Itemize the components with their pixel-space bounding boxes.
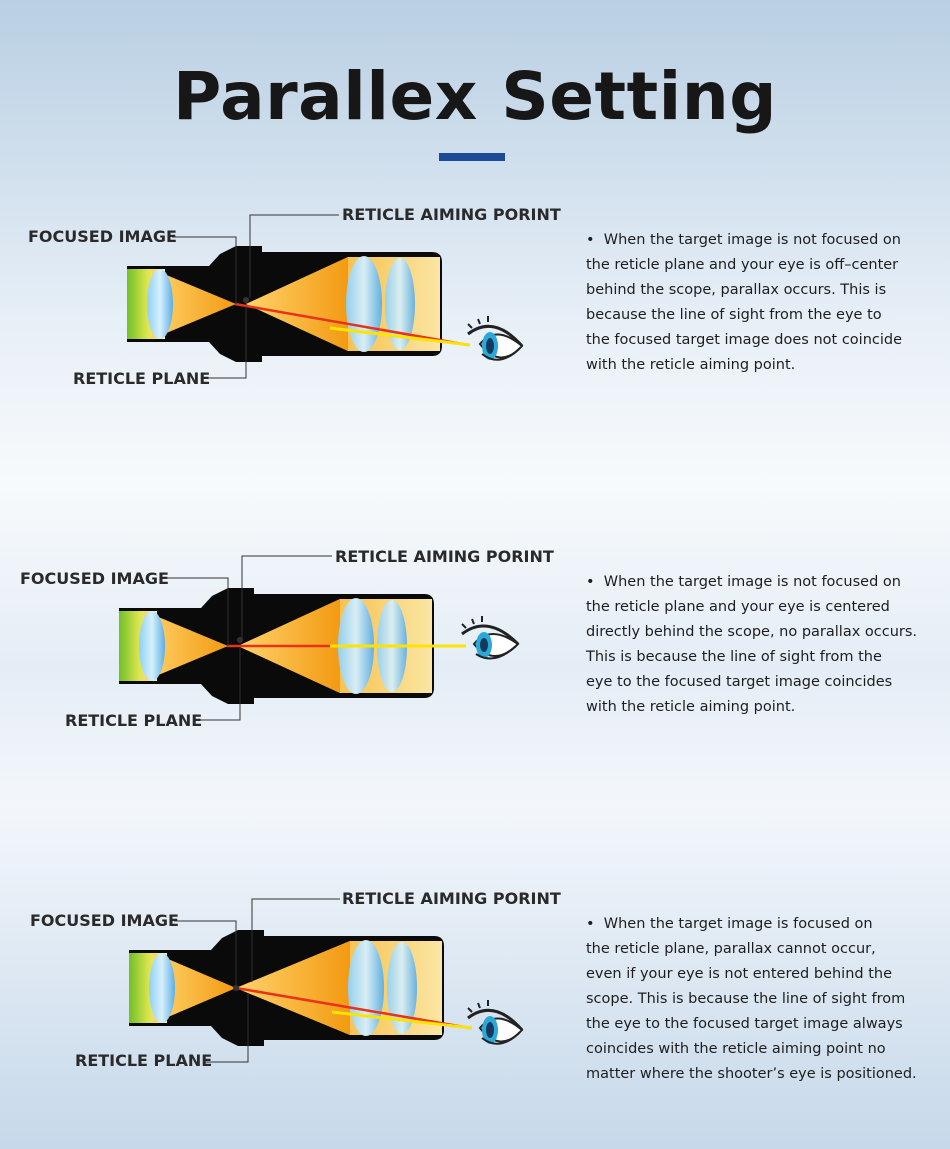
eye-icon [468,316,522,360]
description-line: the reticle plane and your eye is off–center [586,257,899,273]
description-line: even if your eye is not entered behind the [586,966,892,982]
objective-lens [149,953,175,1023]
description-line: the eye to the focused target image always [586,1016,903,1032]
description-line: scope. This is because the line of sight from [586,991,906,1007]
section-focused-no-parallax [0,880,950,1130]
title-underline [439,153,505,161]
description-line: the reticle plane and your eye is centered [586,599,890,615]
reticle-aiming-point-label: RETICLE AIMING PORINT [342,205,561,224]
description-line: the reticle plane, parallax cannot occur, [586,941,876,957]
description-line: matter where the shooter’s eye is positioned. [586,1066,917,1082]
scope-diagram [0,196,570,446]
eye-icon [462,616,518,659]
description-line: because the line of sight from the eye to [586,307,882,323]
reticle-aiming-point-dot [243,297,249,303]
focused-image-label: FOCUSED IMAGE [30,911,179,930]
description-line: directly behind the scope, no parallax occurs. [586,624,918,640]
reticle-plane-label: RETICLE PLANE [73,369,211,388]
reticle-aiming-point-label: RETICLE AIMING PORINT [335,547,554,566]
scope-body [129,930,444,1046]
focused-image-label: FOCUSED IMAGE [28,227,177,246]
reticle-plane-label: RETICLE PLANE [75,1051,213,1070]
eye-icon [468,1000,522,1044]
bullet: • [586,574,595,590]
page-title: Parallex Setting [172,58,778,135]
ocular-lens [346,256,382,352]
description-line: • When the target image is not focused on [586,574,901,590]
description-line: • When the target image is focused on [586,916,873,932]
description-line: with the reticle aiming point. [586,699,796,715]
bullet: • [586,232,595,248]
scope-diagram [0,880,570,1130]
description-line: • When the target image is not focused on [586,232,901,248]
scope-body [127,246,442,362]
section-parallax-off-center-eye [0,196,950,446]
description-line: eye to the focused target image coincides [586,674,893,690]
description-line: coincides with the reticle aiming point no [586,1041,886,1057]
description-line: This is because the line of sight from the [586,649,882,665]
description [586,570,917,720]
reticle-plane-label: RETICLE PLANE [65,711,203,730]
objective-lens [139,611,165,681]
scope-diagram [0,538,570,788]
ocular-lens [348,940,384,1036]
section-no-parallax-centered-eye [0,538,950,788]
description-line: the focused target image does not coincide [586,332,903,348]
description-line: with the reticle aiming point. [586,357,796,373]
focused-image-label: FOCUSED IMAGE [20,569,169,588]
objective-lens [147,269,173,339]
description [586,228,902,378]
description [586,912,917,1087]
description-line: behind the scope, parallax occurs. This is [586,282,887,298]
reticle-aiming-point-label: RETICLE AIMING PORINT [342,889,561,908]
bullet: • [586,916,595,932]
